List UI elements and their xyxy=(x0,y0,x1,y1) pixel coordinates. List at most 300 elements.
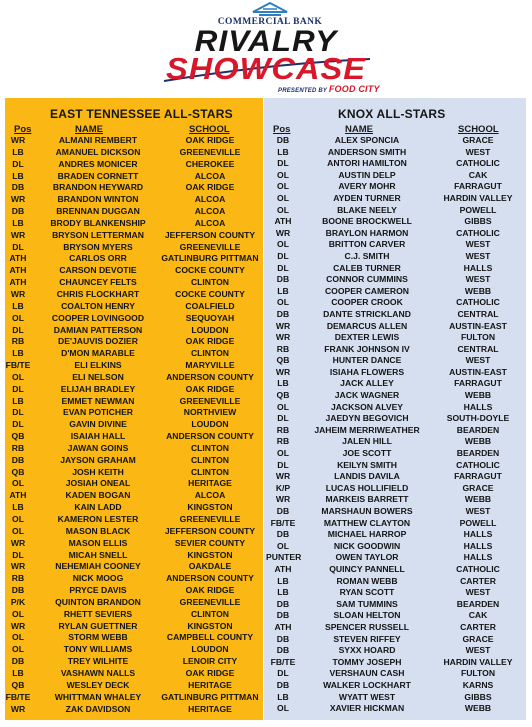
player-pos: ATH xyxy=(9,277,27,288)
roster-row xyxy=(264,378,526,390)
player-school: WEST xyxy=(465,239,491,250)
player-school: WEBB xyxy=(464,285,492,296)
player-pos: ATH xyxy=(9,490,27,501)
player-pos: OL xyxy=(277,239,289,250)
player-pos: DB xyxy=(11,454,25,465)
roster-row xyxy=(0,550,263,562)
knox-roster xyxy=(264,135,526,715)
player-school: JEFFERSON COUNTY xyxy=(164,229,256,240)
roster-row xyxy=(264,645,526,657)
roster-row xyxy=(0,253,263,265)
roster-row xyxy=(264,564,526,576)
player-name: CARLOS ORR xyxy=(69,253,127,264)
roster-row xyxy=(0,265,263,277)
roster-row xyxy=(0,206,263,218)
bank-name: COMMERCIAL BANK xyxy=(217,17,323,27)
player-name: MATTHEW CLAYTON xyxy=(323,517,411,528)
roster-row xyxy=(264,216,526,228)
player-school: CLINTON xyxy=(190,608,230,619)
player-name: SPENCER RUSSELL xyxy=(324,621,410,632)
player-pos: DB xyxy=(11,206,25,217)
player-name: OWEN TAYLOR xyxy=(335,552,399,563)
player-pos: DB xyxy=(276,633,290,644)
player-pos: ATH xyxy=(274,216,292,227)
player-school: CATHOLIC xyxy=(456,227,500,238)
player-name: BRYSON LETTERMAN xyxy=(52,229,144,240)
roster-row xyxy=(0,230,263,242)
player-pos: DL xyxy=(277,262,289,273)
roster-row xyxy=(0,526,263,538)
player-school: OAKDALE xyxy=(188,561,232,572)
player-pos: LB xyxy=(277,285,289,296)
player-school: CLINTON xyxy=(190,277,230,288)
player-school: AUSTIN-EAST xyxy=(449,366,507,377)
roster-row xyxy=(0,538,263,550)
player-school: CENTRAL xyxy=(457,308,499,319)
east-header-pos: Pos xyxy=(14,124,32,135)
player-name: AYDEN TURNER xyxy=(333,192,401,203)
player-name: JOSIAH ONEAL xyxy=(65,478,131,489)
east-roster xyxy=(0,135,263,715)
roster-row xyxy=(0,680,263,692)
player-name: BRANDON WINTON xyxy=(57,194,139,205)
player-name: STEVEN RIFFEY xyxy=(333,633,401,644)
player-pos: LB xyxy=(277,691,289,702)
player-name: JOE SCOTT xyxy=(342,448,392,459)
player-pos: DB xyxy=(11,182,25,193)
player-school: GIBBS xyxy=(464,691,492,702)
player-pos: LB xyxy=(12,395,24,406)
player-school: ANDERSON COUNTY xyxy=(166,431,254,442)
player-school: OAK RIDGE xyxy=(185,135,235,145)
east-header-school: SCHOOL xyxy=(189,124,230,135)
player-pos: QB xyxy=(276,355,290,366)
player-name: CHAUNCEY FELTS xyxy=(59,277,137,288)
player-name: BRODY BLANKENSHIP xyxy=(50,217,146,228)
player-pos: DB xyxy=(11,585,25,596)
roster-row xyxy=(264,251,526,263)
knox-header-name: NAME xyxy=(345,124,373,135)
player-name: COOPER LOVINGOOD xyxy=(51,312,145,323)
player-school: WEST xyxy=(465,506,491,516)
player-name: MICHAEL HARROP xyxy=(327,529,407,540)
player-name: SYXX HOARD xyxy=(338,645,396,656)
player-school: GRACE xyxy=(462,135,494,145)
player-name: DEXTER LEWIS xyxy=(334,332,400,343)
player-school: CARTER xyxy=(460,621,496,632)
player-pos: WR xyxy=(275,227,291,238)
player-name: KADEN BOGAN xyxy=(65,490,131,501)
player-school: CATHOLIC xyxy=(456,158,500,169)
player-name: ISIAHA FLOWERS xyxy=(329,366,405,377)
player-name: NICK MOOG xyxy=(72,573,124,584)
player-school: GRACE xyxy=(462,482,494,493)
roster-row xyxy=(264,309,526,321)
player-name: QUINCY PANNELL xyxy=(329,563,405,574)
player-school: WEBB xyxy=(464,494,492,505)
player-name: BRAYLON HARMON xyxy=(325,227,409,238)
player-pos: DB xyxy=(276,598,290,609)
roster-row xyxy=(264,576,526,588)
player-pos: DB xyxy=(276,135,290,145)
player-school: CATHOLIC xyxy=(456,297,500,308)
roster-row xyxy=(0,325,263,337)
roster-row xyxy=(0,159,263,171)
player-school: HERITAGE xyxy=(188,478,232,489)
player-name: JAWAN GOINS xyxy=(67,442,129,453)
roster-row xyxy=(0,585,263,597)
player-name: TREY WILHITE xyxy=(67,656,129,667)
player-name: NEHEMIAH COONEY xyxy=(55,561,141,572)
player-pos: DB xyxy=(276,645,290,656)
header xyxy=(0,0,532,98)
player-pos: LB xyxy=(12,502,24,513)
player-school: COCKE COUNTY xyxy=(175,265,245,276)
player-school: CAMPBELL COUNTY xyxy=(166,632,254,643)
roster-row xyxy=(0,336,263,348)
player-pos: K/P xyxy=(275,482,291,493)
player-school: CLINTON xyxy=(190,348,230,359)
player-pos: WR xyxy=(10,620,26,631)
player-pos: DL xyxy=(277,158,289,169)
player-name: BRITTON CARVER xyxy=(328,239,406,250)
roster-row xyxy=(264,390,526,402)
player-school: GRACE xyxy=(462,633,494,644)
player-name: BRADEN CORNETT xyxy=(57,170,139,181)
roster-row xyxy=(264,448,526,460)
player-pos: DL xyxy=(12,407,24,418)
player-name: COOPER CAMERON xyxy=(324,285,410,296)
player-school: WEBB xyxy=(464,703,492,714)
player-school: WEBB xyxy=(464,436,492,447)
player-school: CATHOLIC xyxy=(456,459,500,470)
roster-row xyxy=(264,657,526,669)
player-pos: ATH xyxy=(9,253,27,264)
roster-row xyxy=(0,467,263,479)
player-school: CLINTON xyxy=(190,454,230,465)
player-school: WEST xyxy=(465,645,491,656)
player-name: BRENNAN DUGGAN xyxy=(56,206,140,217)
roster-row xyxy=(0,668,263,680)
player-school: WEST xyxy=(465,355,491,366)
player-pos: OL xyxy=(277,448,289,459)
player-pos: WR xyxy=(275,332,291,343)
player-name: DAMIAN PATTERSON xyxy=(53,324,143,335)
roster-row xyxy=(0,135,263,147)
player-name: EVAN POTICHER xyxy=(62,407,134,418)
roster-row xyxy=(0,478,263,490)
player-pos: DL xyxy=(277,250,289,261)
roster-row xyxy=(264,239,526,251)
roster-row xyxy=(0,573,263,585)
roster-row xyxy=(264,205,526,217)
player-name: GAVIN DIVINE xyxy=(69,419,127,430)
player-school: SEQUOYAH xyxy=(185,312,235,323)
roster-row xyxy=(0,182,263,194)
roster-row xyxy=(0,644,263,656)
player-school: OAK RIDGE xyxy=(185,667,235,678)
player-pos: DL xyxy=(12,383,24,394)
player-name: LANDIS DAVILA xyxy=(334,471,400,482)
player-pos: RB xyxy=(276,343,290,354)
roster-row xyxy=(264,506,526,518)
roster-row xyxy=(264,552,526,564)
player-name: JAEDYN BEGOVICH xyxy=(325,413,409,424)
roster-row xyxy=(0,609,263,621)
player-name: MICAH SNELL xyxy=(68,549,128,560)
player-pos: QB xyxy=(11,679,25,690)
roster-row xyxy=(0,514,263,526)
roster-row xyxy=(264,147,526,159)
roster-row xyxy=(264,634,526,646)
player-pos: PUNTER xyxy=(266,552,302,563)
player-pos: LB xyxy=(12,300,24,311)
roster-row xyxy=(264,158,526,170)
player-pos: WR xyxy=(10,537,26,548)
player-school: OAK RIDGE xyxy=(185,383,235,394)
roster-row xyxy=(264,181,526,193)
roster-row xyxy=(264,471,526,483)
player-name: KAIN LADD xyxy=(74,502,122,513)
title-showcase: SHOWCASE xyxy=(165,51,367,86)
player-school: POWELL xyxy=(459,517,497,528)
presented-by xyxy=(278,84,380,94)
player-school: ALCOA xyxy=(194,170,226,181)
player-pos: WR xyxy=(275,494,291,505)
player-school: POWELL xyxy=(459,204,497,215)
player-name: JAYSON GRAHAM xyxy=(60,454,136,465)
player-pos: LB xyxy=(12,170,24,181)
roster-row xyxy=(0,147,263,159)
player-school: LOUDON xyxy=(191,324,229,335)
player-pos: ATH xyxy=(9,265,27,276)
bank-building-icon xyxy=(250,2,290,18)
player-pos: LB xyxy=(277,378,289,389)
player-school: GATLINBURG PITTMAN xyxy=(161,253,259,264)
roster-row xyxy=(264,610,526,622)
player-name: JACKSON ALVEY xyxy=(330,401,404,412)
player-name: COALTON HENRY xyxy=(61,300,135,311)
player-pos: OL xyxy=(12,312,24,323)
knox-team-title: KNOX ALL-STARS xyxy=(338,107,446,121)
player-school: BEARDEN xyxy=(456,448,500,459)
player-pos: OL xyxy=(12,632,24,643)
player-pos: WR xyxy=(10,561,26,572)
player-name: AUSTIN DELP xyxy=(338,169,396,180)
player-school: CAK xyxy=(468,169,488,180)
player-school: HERITAGE xyxy=(188,679,232,690)
player-name: WALKER LOCKHART xyxy=(323,679,411,690)
roster-row xyxy=(264,587,526,599)
roster-row xyxy=(0,194,263,206)
player-school: LENOIR CITY xyxy=(182,656,238,667)
roster-row xyxy=(264,413,526,425)
player-name: ELI ELKINS xyxy=(74,360,122,371)
player-name: RYAN SCOTT xyxy=(339,587,395,598)
player-school: COALFIELD xyxy=(185,300,235,311)
roster-row xyxy=(0,561,263,573)
roster-row xyxy=(0,490,263,502)
player-name: XAVIER HICKMAN xyxy=(329,703,405,714)
player-pos: DB xyxy=(276,610,290,621)
player-pos: DB xyxy=(276,679,290,690)
player-school: CLINTON xyxy=(190,466,230,477)
player-pos: ATH xyxy=(274,563,292,574)
roster-row xyxy=(264,263,526,275)
roster-row xyxy=(264,541,526,553)
east-header-name: NAME xyxy=(75,124,103,135)
player-pos: LB xyxy=(12,146,24,157)
player-school: AUSTIN-EAST xyxy=(449,320,507,331)
roster-row xyxy=(264,668,526,680)
player-name: RHETT SEVIERS xyxy=(63,608,133,619)
player-school: KARNS xyxy=(462,679,494,690)
player-pos: DB xyxy=(276,274,290,285)
player-name: JAHEIM MERRIWEATHER xyxy=(314,424,420,435)
player-name: ELIJAH BRADLEY xyxy=(60,383,136,394)
player-name: AVERY MOHR xyxy=(338,181,396,192)
player-name: RYLAN GUETTNER xyxy=(58,620,138,631)
player-name: COOPER CROOK xyxy=(331,297,403,308)
player-pos: FB/TE xyxy=(5,691,31,702)
player-name: FRANK JOHNSON IV xyxy=(324,343,410,354)
player-school: OAK RIDGE xyxy=(185,182,235,193)
player-name: VERSHAUN CASH xyxy=(329,668,405,679)
roster-row xyxy=(0,407,263,419)
roster-row xyxy=(264,692,526,704)
player-pos: DL xyxy=(277,413,289,424)
player-pos: OL xyxy=(12,371,24,382)
player-pos: DB xyxy=(276,308,290,319)
roster-row xyxy=(264,355,526,367)
player-school: GATLINBURG PITTMAN xyxy=(161,691,259,702)
roster-row xyxy=(0,597,263,609)
player-name: BRANDON HEYWARD xyxy=(52,182,144,193)
player-name: MASON BLACK xyxy=(65,525,131,536)
roster-row xyxy=(264,518,526,530)
roster-row xyxy=(264,286,526,298)
player-name: ANDERSON SMITH xyxy=(327,146,407,157)
player-pos: WR xyxy=(275,320,291,331)
roster-row xyxy=(0,277,263,289)
player-school: GIBBS xyxy=(464,216,492,227)
roster-row xyxy=(0,348,263,360)
knox-header-pos: Pos xyxy=(273,124,291,135)
east-team-title: EAST TENNESSEE ALL-STARS xyxy=(50,107,233,121)
player-pos: DL xyxy=(12,549,24,560)
roster-row xyxy=(264,703,526,715)
player-name: STORM WEBB xyxy=(68,632,128,643)
player-name: BRYSON MYERS xyxy=(63,241,133,252)
knox-header-school: SCHOOL xyxy=(458,124,499,135)
player-pos: DL xyxy=(277,668,289,679)
player-pos: LB xyxy=(277,587,289,598)
player-school: HALLS xyxy=(463,262,493,273)
sponsor-logo: FOOD CITY xyxy=(328,84,380,94)
player-pos: OL xyxy=(12,644,24,655)
player-name: WYATT WEST xyxy=(338,691,396,702)
player-school: GREENEVILLE xyxy=(179,241,241,252)
player-pos: OL xyxy=(12,514,24,524)
player-school: BEARDEN xyxy=(456,424,500,435)
player-school: FULTON xyxy=(460,668,496,679)
player-pos: OL xyxy=(277,401,289,412)
roster-row xyxy=(0,632,263,644)
player-pos: FB/TE xyxy=(5,360,31,371)
roster-row xyxy=(0,313,263,325)
roster-row xyxy=(264,599,526,611)
player-school: ALCOA xyxy=(194,206,226,217)
player-school: FARRAGUT xyxy=(454,471,502,482)
player-name: KEILYN SMITH xyxy=(337,459,397,470)
player-pos: WR xyxy=(10,703,26,714)
player-name: NICK GOODWIN xyxy=(333,540,401,551)
player-name: CHRIS FLOCKHART xyxy=(56,288,140,299)
player-name: PRYCE DAVIS xyxy=(69,585,127,596)
presented-by-label: PRESENTED BY xyxy=(278,88,327,94)
player-pos: WR xyxy=(10,194,26,205)
player-name: CARSON DEVOTIE xyxy=(59,265,137,276)
player-name: JACK ALLEY xyxy=(340,378,394,389)
player-school: HALLS xyxy=(463,540,493,551)
player-pos: OL xyxy=(12,525,24,536)
player-pos: DB xyxy=(276,529,290,540)
player-school: JEFFERSON COUNTY xyxy=(164,525,256,536)
roster-row xyxy=(264,297,526,309)
roster-row xyxy=(264,529,526,541)
player-pos: WR xyxy=(275,471,291,482)
player-name: DANTE STRICKLAND xyxy=(323,308,411,319)
player-school: HALLS xyxy=(463,529,493,540)
player-school: ALCOA xyxy=(194,194,226,205)
player-name: EMMET NEWMAN xyxy=(61,395,135,406)
roster-row xyxy=(0,384,263,396)
player-pos: OL xyxy=(277,703,289,714)
player-name: ALMANI REMBERT xyxy=(58,135,138,145)
player-school: OAK RIDGE xyxy=(185,336,235,347)
player-name: CALEB TURNER xyxy=(333,262,401,273)
player-name: MARKEIS BARRETT xyxy=(325,494,409,505)
player-name: QUINTON BRANDON xyxy=(55,596,141,607)
player-school: MARYVILLE xyxy=(185,360,235,371)
player-pos: QB xyxy=(11,431,25,442)
player-school: COCKE COUNTY xyxy=(175,288,245,299)
player-school: WEST xyxy=(465,146,491,157)
roster-row xyxy=(264,344,526,356)
player-name: SLOAN HELTON xyxy=(333,610,401,621)
player-school: ANDERSON COUNTY xyxy=(166,573,254,584)
roster-row xyxy=(0,502,263,514)
roster-row xyxy=(264,680,526,692)
player-name: ANDRES MONICER xyxy=(58,158,138,169)
player-school: LOUDON xyxy=(191,419,229,430)
roster-row xyxy=(264,436,526,448)
player-school: CLINTON xyxy=(190,442,230,453)
roster-row xyxy=(0,621,263,633)
player-name: BLAKE NEELY xyxy=(337,204,397,215)
player-pos: LB xyxy=(277,575,289,586)
player-pos: ATH xyxy=(274,621,292,632)
player-school: ANDERSON COUNTY xyxy=(166,371,254,382)
roster-row xyxy=(0,455,263,467)
player-school: KINGSTON xyxy=(187,502,233,513)
player-school: WEST xyxy=(465,250,491,261)
player-pos: OL xyxy=(277,540,289,551)
player-school: HALLS xyxy=(463,401,493,412)
player-name: JALEN HILL xyxy=(342,436,392,447)
player-school: HARDIN VALLEY xyxy=(443,192,513,203)
player-pos: WR xyxy=(10,135,26,145)
